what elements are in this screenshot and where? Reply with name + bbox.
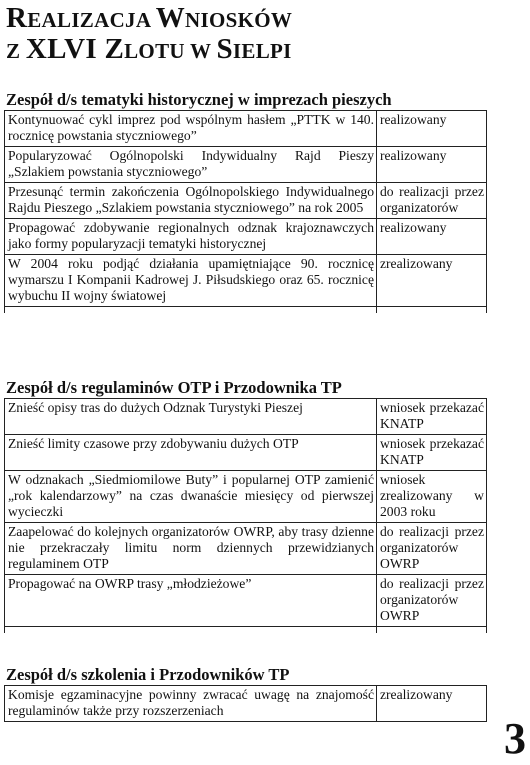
title-part: R bbox=[6, 2, 28, 34]
motion-text: Komisje egzaminacyjne powinny zwracać uwagę na znajomość regulaminów także przy rozszerzeniach bbox=[5, 686, 377, 722]
title-part: EALIZACJA bbox=[27, 8, 156, 32]
motion-text: Znieść limity czasowe przy zdobywaniu dużych OTP bbox=[5, 435, 377, 471]
motion-text: Propagować na OWRP trasy „młodzieżowe” bbox=[5, 575, 377, 627]
table-row bbox=[5, 219, 487, 255]
title-part: IELPI bbox=[232, 39, 292, 63]
section-heading-history: Zespół d/s tematyki historycznej w imprezach pieszych bbox=[6, 90, 392, 109]
motion-status: realizowany bbox=[377, 219, 487, 255]
table-row bbox=[5, 183, 487, 219]
motion-text: Popularyzować Ogólnopolski Indywidualny Rajd Pieszy „Szlakiem powstania styczniowego” bbox=[5, 147, 377, 183]
title-part: Z bbox=[104, 33, 125, 65]
page-number: 3 bbox=[504, 714, 526, 763]
motion-text: Kontynuować cykl imprez pod wspólnym hasłem „PTTK w 140. rocznicę powstania styczniowego” bbox=[5, 111, 377, 147]
table-row bbox=[5, 471, 487, 523]
motion-status: do realizacji przez organizatorów OWRP bbox=[377, 575, 487, 627]
title-part: W bbox=[155, 2, 186, 34]
motion-status: zrealizowany bbox=[377, 686, 487, 722]
table-row bbox=[5, 111, 487, 147]
motion-status: wniosek przekazać KNATP bbox=[377, 435, 487, 471]
motion-status: wniosek przekazać KNATP bbox=[377, 399, 487, 435]
motion-text: Zaapelować do kolejnych organizatorów OWRP, aby trasy dzienne nie przekraczały limitu norm dziennych przewidzianych regulaminem OTP bbox=[5, 523, 377, 575]
table-training bbox=[4, 685, 487, 722]
table-row bbox=[5, 523, 487, 575]
table-history bbox=[4, 110, 487, 313]
spacer-cell bbox=[377, 307, 487, 314]
table-row bbox=[5, 255, 487, 307]
title-part: S bbox=[216, 33, 233, 65]
title-part: LOTU W bbox=[124, 39, 217, 63]
motion-text: Przesunąć termin zakończenia Ogólnopolskiego Indywidualnego Rajdu Pieszego „Szlakiem powstania styczniowego” na rok 2005 bbox=[5, 183, 377, 219]
motion-status: realizowany bbox=[377, 147, 487, 183]
title-line-2 bbox=[6, 35, 292, 66]
section-heading-training: Zespół d/s szkolenia i Przodowników TP bbox=[6, 665, 290, 684]
motion-text: W odznakach „Siedmiomilowe Buty” i popularnej OTP zamienić „rok kalendarzowy” na czas dwanaście miesięcy od pierwszej wycieczki bbox=[5, 471, 377, 523]
table-row bbox=[5, 399, 487, 435]
motion-status: wniosek zrealizowany w 2003 roku bbox=[377, 471, 487, 523]
motion-text: Propagować zdobywanie regionalnych odznak krajoznawczych jako formy popularyzacji tematyki historycznej bbox=[5, 219, 377, 255]
table-row bbox=[5, 575, 487, 627]
motion-status: do realizacji przez organizatorów bbox=[377, 183, 487, 219]
table-row bbox=[5, 686, 487, 722]
title-part: Z bbox=[6, 39, 26, 63]
motion-status: do realizacji przez organizatorów OWRP bbox=[377, 523, 487, 575]
spacer-cell bbox=[377, 627, 487, 634]
title-part: NIOSKÓW bbox=[185, 8, 293, 32]
document-title bbox=[6, 4, 292, 66]
section-heading-regulations: Zespół d/s regulaminów OTP i Przodownika TP bbox=[6, 378, 342, 397]
title-part: XLVI bbox=[25, 33, 105, 65]
table-row bbox=[5, 147, 487, 183]
table-regulations bbox=[4, 398, 487, 633]
motion-status: zrealizowany bbox=[377, 255, 487, 307]
motion-text: W 2004 roku podjąć działania upamiętniające 90. rocznicę wymarszu I Kompanii Kadrowej J. Piłsudskiego oraz 65. rocznicę wybuchu II wojny światowej bbox=[5, 255, 377, 307]
table-row bbox=[5, 435, 487, 471]
spacer-cell bbox=[5, 307, 377, 314]
motion-status: realizowany bbox=[377, 111, 487, 147]
table-spacer bbox=[5, 307, 487, 314]
motion-text: Znieść opisy tras do dużych Odznak Turystyki Pieszej bbox=[5, 399, 377, 435]
table-spacer bbox=[5, 627, 487, 634]
spacer-cell bbox=[5, 627, 377, 634]
title-line-1 bbox=[6, 4, 292, 35]
